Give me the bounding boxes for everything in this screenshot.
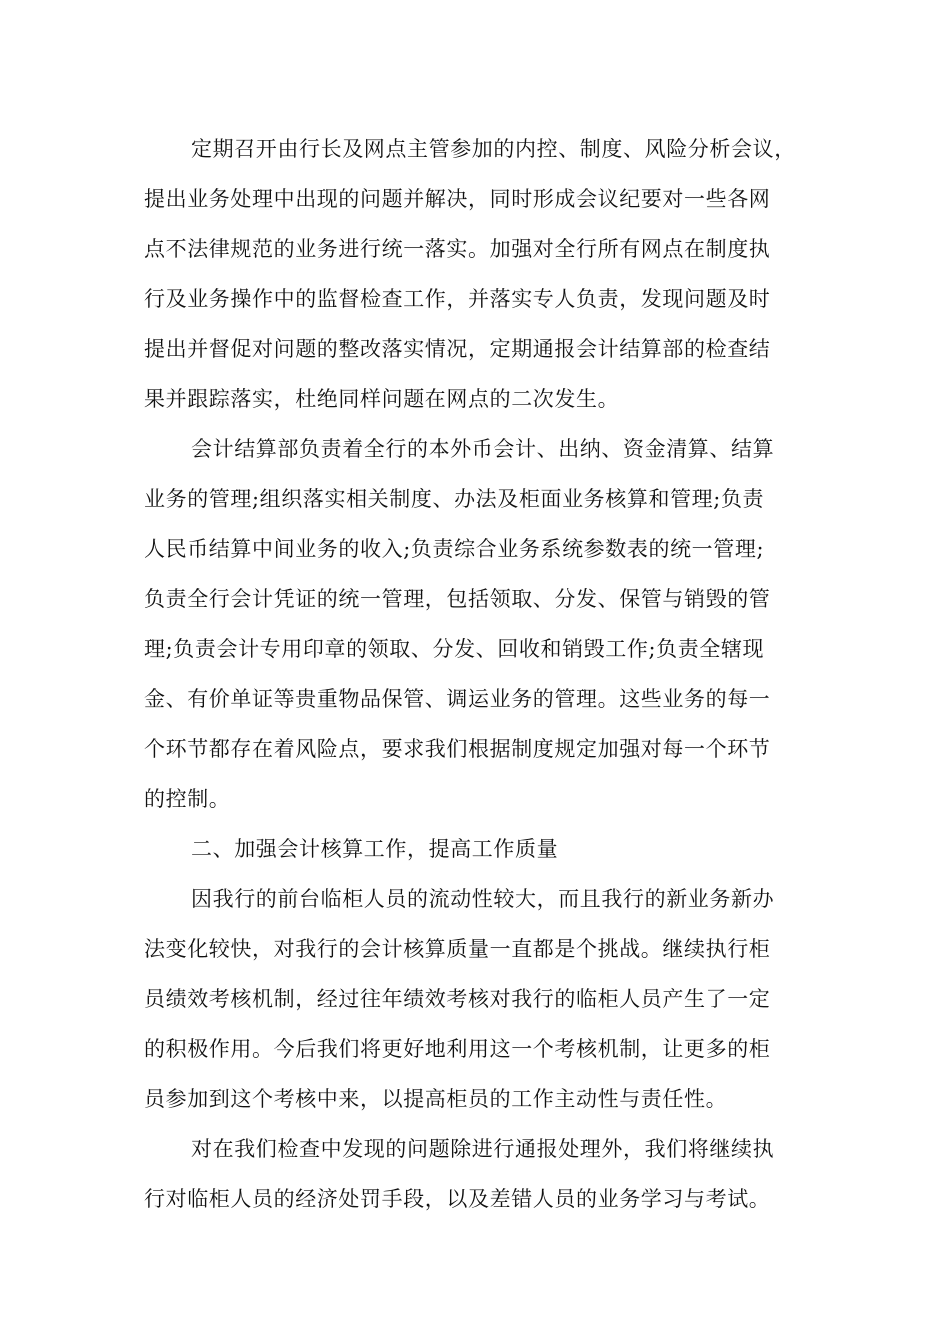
paragraph-1-line-5: 提出并督促对问题的整改落实情况，定期通报会计结算部的检查结 bbox=[144, 337, 771, 361]
paragraph-4-line-2: 法变化较快，对我行的会计核算质量一直都是个挑战。继续执行柜 bbox=[144, 937, 771, 961]
paragraph-4-line-1: 因我行的前台临柜人员的流动性较大，而且我行的新业务新办 bbox=[191, 887, 775, 911]
paragraph-4-line-3: 员绩效考核机制，经过往年绩效考核对我行的临柜人员产生了一定 bbox=[144, 987, 771, 1011]
paragraph-4-line-5: 员参加到这个考核中来，以提高柜员的工作主动性与责任性。 bbox=[144, 1087, 728, 1111]
paragraph-1-line-1: 定期召开由行长及网点主管参加的内控、制度、风险分析会议， bbox=[191, 137, 796, 161]
paragraph-2-line-4: 负责全行会计凭证的统一管理，包括领取、分发、保管与销毁的管 bbox=[144, 587, 771, 611]
paragraph-2-line-2: 业务的管理;组织落实相关制度、办法及柜面业务核算和管理;负责 bbox=[144, 487, 765, 511]
paragraph-1-line-2: 提出业务处理中出现的问题并解决，同时形成会议纪要对一些各网 bbox=[144, 187, 771, 211]
paragraph-2-line-3: 人民币结算中间业务的收入;负责综合业务系统参数表的统一管理; bbox=[144, 537, 765, 561]
paragraph-1-line-4: 行及业务操作中的监督检查工作，并落实专人负责，发现问题及时 bbox=[144, 287, 771, 311]
paragraph-5-line-1: 对在我们检查中发现的问题除进行通报处理外，我们将继续执 bbox=[191, 1137, 775, 1161]
paragraph-1-line-6: 果并跟踪落实，杜绝同样问题在网点的二次发生。 bbox=[144, 387, 620, 411]
paragraph-2-line-6: 金、有价单证等贵重物品保管、调运业务的管理。这些业务的每一 bbox=[144, 687, 771, 711]
paragraph-1-line-3: 点不法律规范的业务进行统一落实。加强对全行所有网点在制度执 bbox=[144, 237, 771, 261]
paragraph-2-line-5: 理;负责会计专用印章的领取、分发、回收和销毁工作;负责全辖现 bbox=[144, 637, 765, 661]
paragraph-2-line-1: 会计结算部负责着全行的本外币会计、出纳、资金清算、结算 bbox=[191, 437, 775, 461]
paragraph-5-line-2: 行对临柜人员的经济处罚手段，以及差错人员的业务学习与考试。 bbox=[144, 1187, 771, 1211]
paragraph-2-line-7: 个环节都存在着风险点，要求我们根据制度规定加强对每一个环节 bbox=[144, 737, 771, 761]
section-heading: 二、加强会计核算工作，提高工作质量 bbox=[191, 837, 559, 861]
paragraph-2-line-8: 的控制。 bbox=[144, 787, 231, 811]
paragraph-4-line-4: 的积极作用。今后我们将更好地利用这一个考核机制，让更多的柜 bbox=[144, 1037, 771, 1061]
